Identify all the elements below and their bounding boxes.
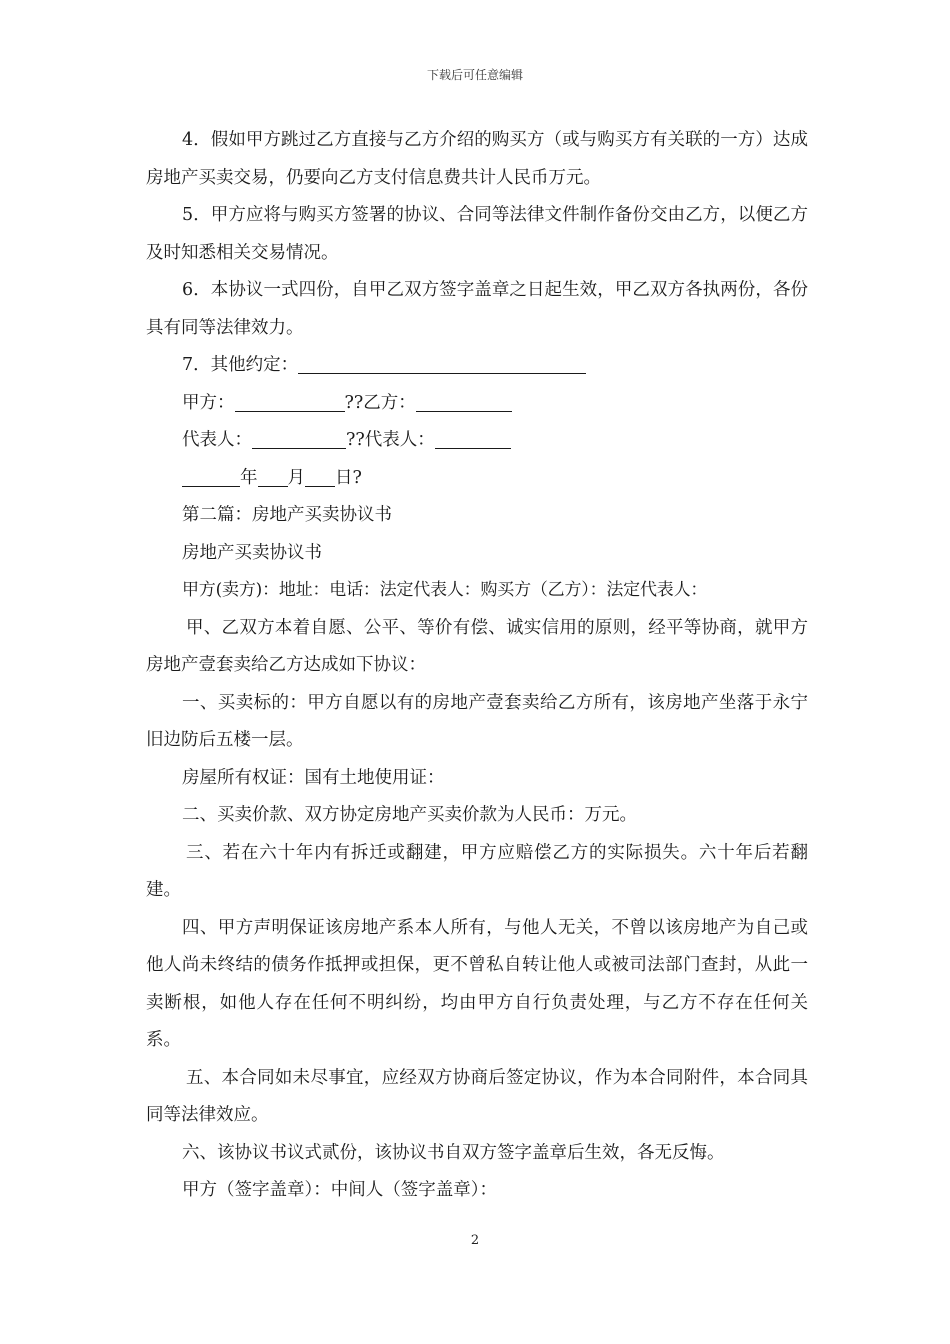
party-a-blank xyxy=(235,389,345,412)
paragraph-subject: 一、买卖标的：甲方自愿以有的房地产壹套卖给乙方所有，该房地产坐落于永宁旧边防后五楼一层。 xyxy=(146,692,808,750)
party-signature-line xyxy=(146,385,808,423)
paragraph-clause-6: 6．本协议一式四份，自甲乙双方签字盖章之日起生效，甲乙双方各执两份，各份具有同等法律效力。 xyxy=(146,280,808,338)
page-number: 2 xyxy=(470,1233,480,1248)
document-body xyxy=(146,122,808,1210)
other-terms-label: 7．其他约定： xyxy=(182,355,299,375)
paragraph-certificates: 房屋所有权证：国有土地使用证： xyxy=(182,767,445,788)
year-label: 年 xyxy=(240,467,258,488)
other-terms-blank xyxy=(298,351,586,374)
paragraph-clause-4: 4．假如甲方跳过乙方直接与乙方介绍的购买方（或与购买方有关联的一方）达成房地产买卖交易，仍要向乙方支付信息费共计人民币万元。 xyxy=(146,130,808,188)
page-header: 下载后可任意编辑 xyxy=(426,68,523,82)
representative-line xyxy=(146,422,808,460)
rep-a-blank xyxy=(252,426,346,449)
day-label: 日? xyxy=(335,467,362,488)
year-blank xyxy=(182,464,240,487)
party-b-label: ??乙方： xyxy=(344,392,416,413)
party-b-blank xyxy=(416,389,512,412)
paragraph-price: 二、买卖价款、双方协定房地产买卖价款为人民币：万元。 xyxy=(182,805,637,825)
paragraph-warranty: 四、甲方声明保证该房地产系本人所有，与他人无关，不曾以该房地产为自己或他人尚未终结的债务作抵押或担保，更不曾私自转让他人或被司法部门查封，从此一卖断根，如他人存在任何不明纠纷，均由甲方自行负责处理，与乙方不存在任何关系。 xyxy=(146,917,808,1050)
rep-b-blank xyxy=(435,426,511,449)
paragraph-preamble: 甲、乙双方本着自愿、公平、等价有偿、诚实信用的原则，经平等协商，就甲方房地产壹套卖给乙方达成如下协议： xyxy=(146,617,808,675)
paragraph-clause-7 xyxy=(146,347,808,385)
month-label: 月 xyxy=(287,467,305,488)
paragraph-copies: 六、该协议书议式贰份，该协议书自双方签字盖章后生效，各无反悔。 xyxy=(182,1142,725,1163)
signature-block: 甲方（签字盖章）：中间人（签字盖章）： xyxy=(182,1180,497,1200)
party-a-label: 甲方： xyxy=(182,392,235,413)
paragraph-clause-5: 5．甲方应将与购买方签署的协议、合同等法律文件制作备份交由乙方，以便乙方及时知悉相关交易情况。 xyxy=(146,205,808,263)
day-blank xyxy=(305,464,335,487)
date-line xyxy=(146,460,808,498)
rep-a-label: 代表人： xyxy=(182,430,252,450)
paragraph-supplement: 五、本合同如未尽事宜，应经双方协商后签定协议，作为本合同附件，本合同具同等法律效应。 xyxy=(146,1067,808,1125)
section-heading: 第二篇：房地产买卖协议书 xyxy=(182,505,392,525)
month-blank xyxy=(258,464,288,487)
parties-info: 甲方(卖方)：地址：电话：法定代表人：购买方（乙方）：法定代表人： xyxy=(182,580,708,600)
rep-b-label: ??代表人： xyxy=(346,430,435,450)
agreement-title: 房地产买卖协议书 xyxy=(182,542,322,563)
paragraph-demolition: 三、若在六十年内有拆迁或翻建，甲方应赔偿乙方的实际损失。六十年后若翻建。 xyxy=(146,842,808,900)
